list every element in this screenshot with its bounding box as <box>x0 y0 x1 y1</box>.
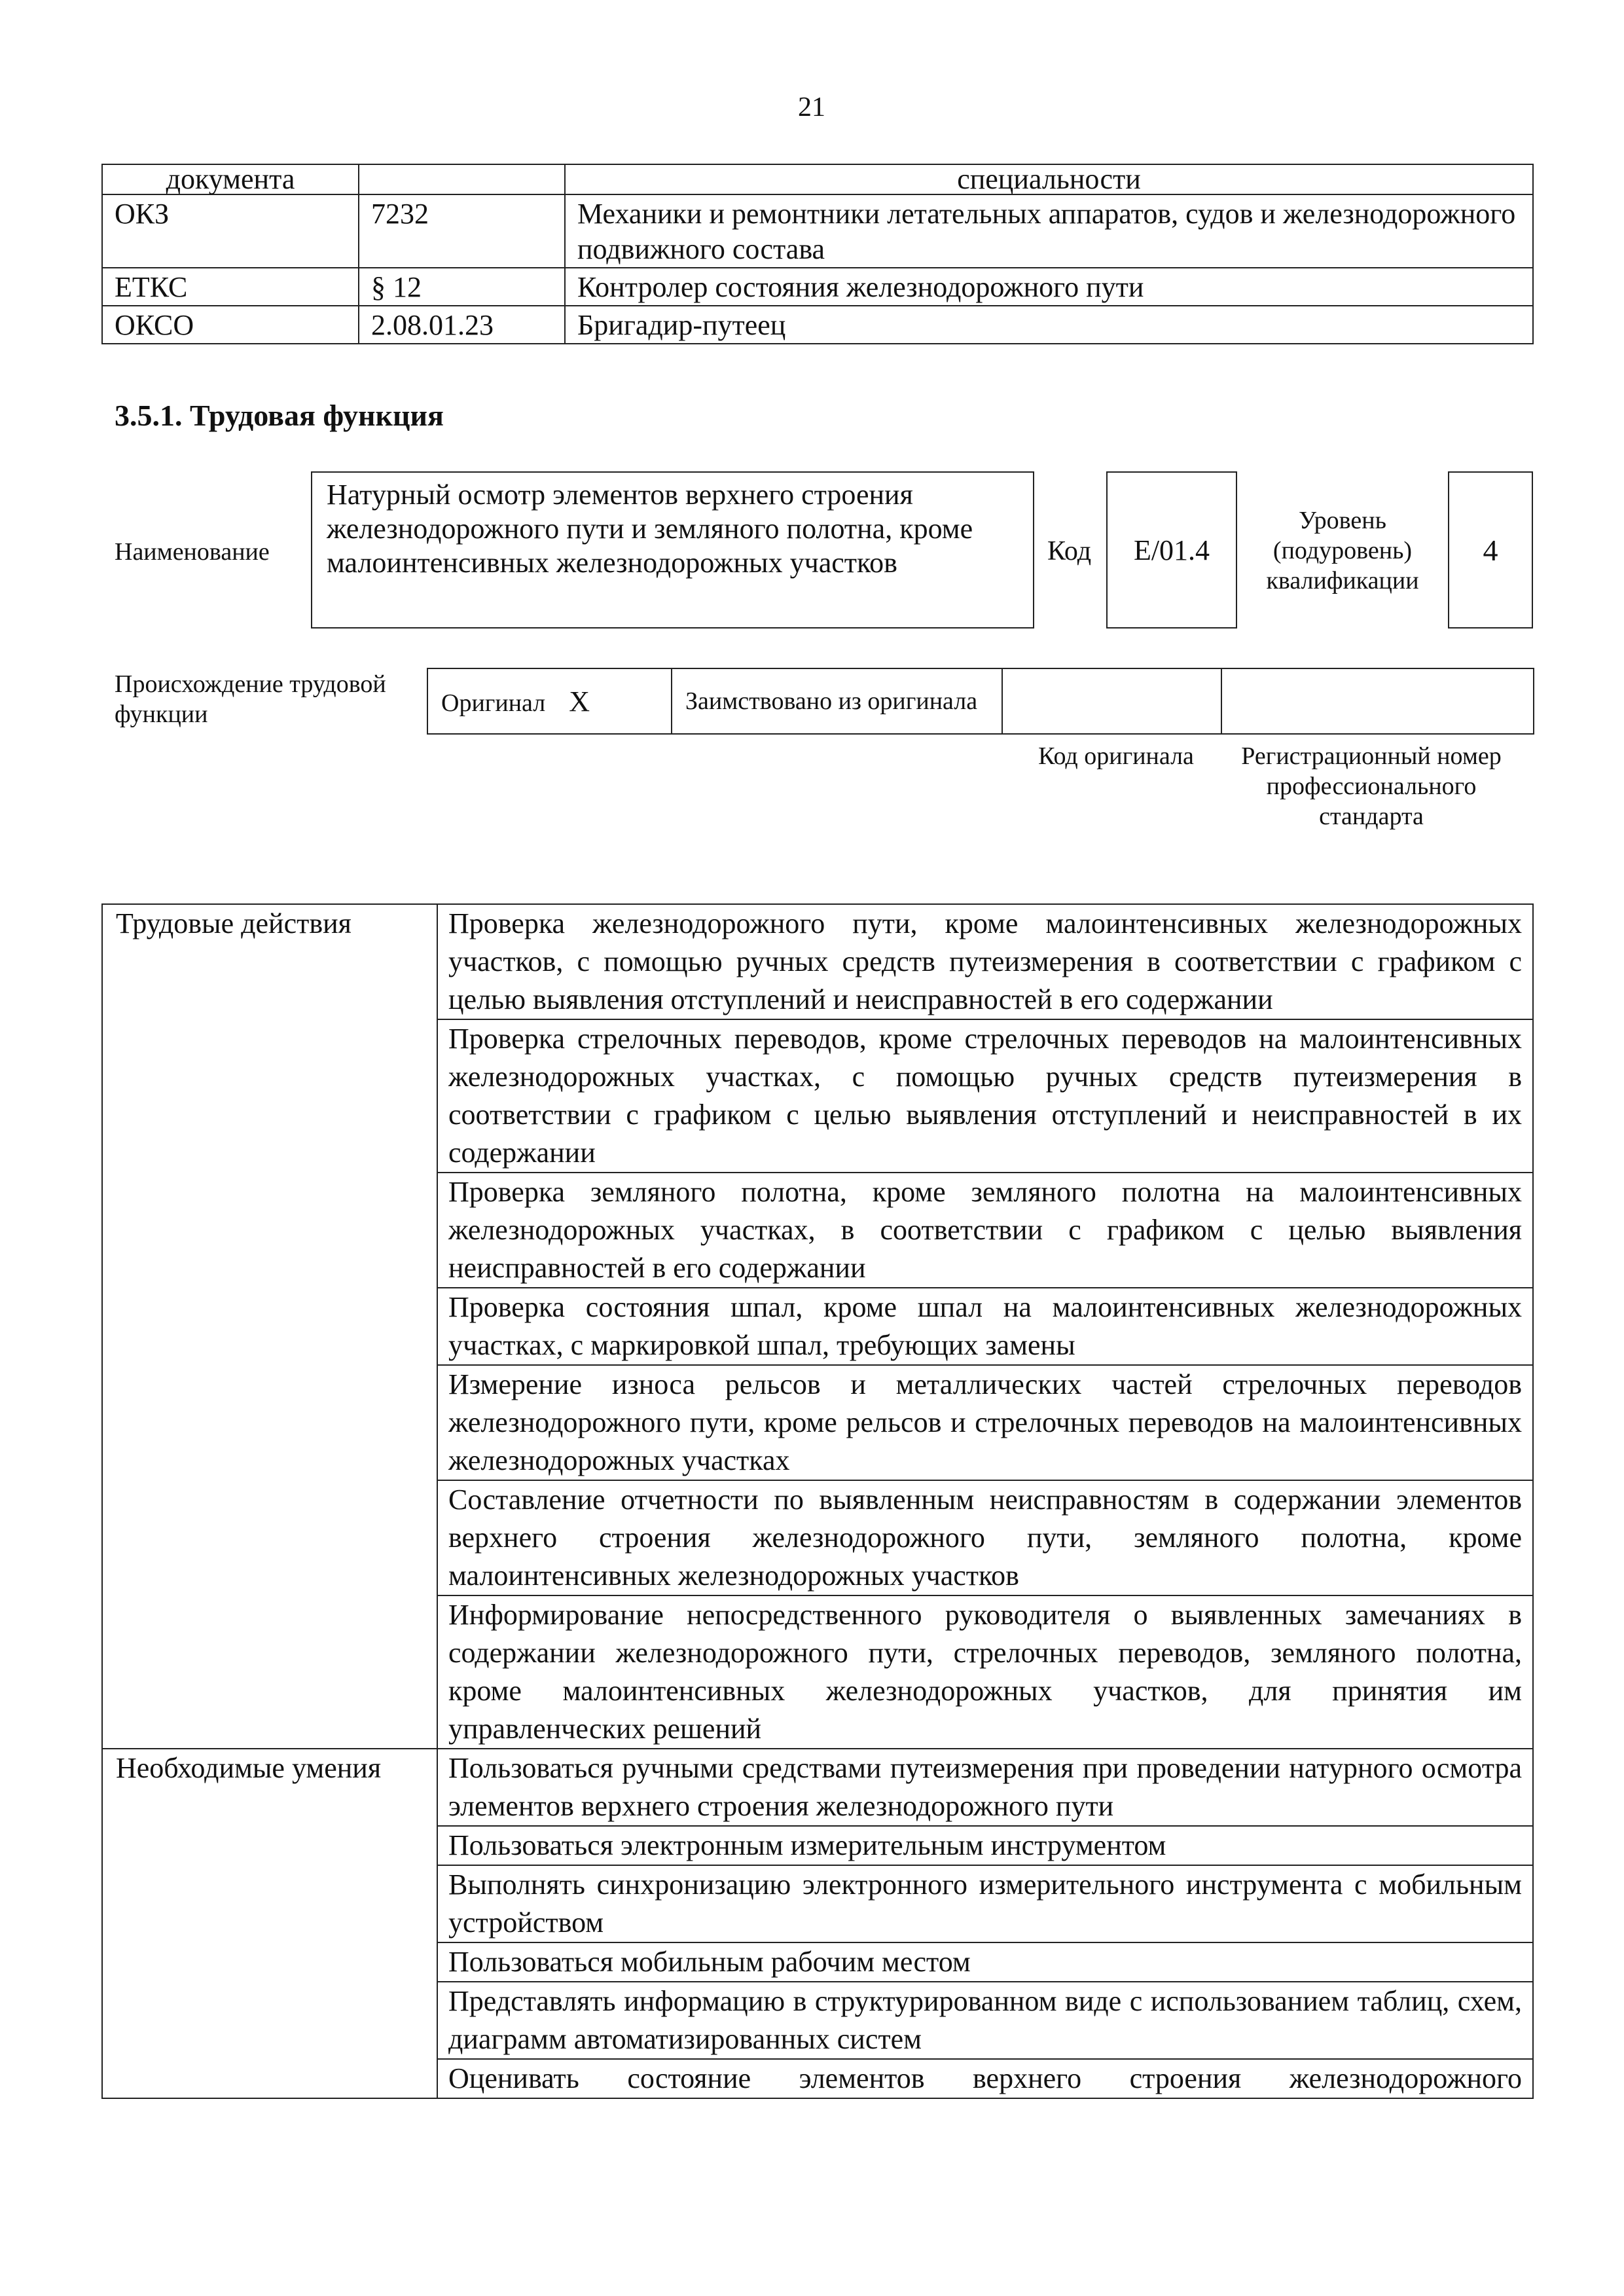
labor-function-table <box>101 903 1534 2099</box>
skill-item: Пользоваться мобильным рабочим местом <box>437 1942 1533 1982</box>
skill-item: Пользоваться ручными средствами путеизмерения при проведении натурного осмотра элементов верхнего строения железнодорожного пути <box>437 1749 1533 1826</box>
code-cell: 7232 <box>359 194 565 268</box>
reg-number-cell <box>1221 668 1534 734</box>
skill-item: Выполнять синхронизацию электронного измерительного инструмента с мобильным устройством <box>437 1865 1533 1942</box>
code-cell: 2.08.01.23 <box>359 306 565 344</box>
function-name-value: Натурный осмотр элементов верхнего строения железнодорожного пути и земляного полотна, кроме малоинтенсивных железнодорожных участков <box>311 471 1034 629</box>
origin-table <box>427 668 1534 735</box>
original-label: Оригинал <box>441 689 546 717</box>
labor-actions-label: Трудовые действия <box>102 904 437 1749</box>
code-cell: § 12 <box>359 268 565 306</box>
labor-action-item: Составление отчетности по выявленным неисправностям в содержании элементов верхнего строения железнодорожного пути, земляного полотна, кроме малоинтенсивных железнодорожных участков <box>437 1480 1533 1595</box>
table-row <box>102 904 1533 1019</box>
doc-cell: ОКЗ <box>102 194 359 268</box>
reg-number-caption: Регистрационный номер профессионального стандарта <box>1241 742 1502 830</box>
original-cell <box>427 668 672 734</box>
labor-action-item: Измерение износа рельсов и металлических частей стрелочных переводов железнодорожного пути, кроме рельсов и стрелочных переводов на малоинтенсивных железнодорожных участках <box>437 1365 1533 1480</box>
labor-action-item: Информирование непосредственного руководителя о выявленных замечаниях в содержании железнодорожного пути, стрелочных переводов, земляного полотна, кроме малоинтенсивных железнодорожных участков, для принятия им управленческих решений <box>437 1595 1533 1749</box>
header-cell-document: документа <box>102 164 359 194</box>
origin-label: Происхождение трудовой функции <box>115 670 386 728</box>
function-code-value: E/01.4 <box>1106 471 1237 629</box>
section-heading: 3.5.1. Трудовая функция <box>115 399 444 432</box>
title-cell: Механики и ремонтники летательных аппаратов, судов и железнодорожного подвижного состава <box>565 194 1533 268</box>
labor-action-item: Проверка состояния шпал, кроме шпал на малоинтенсивных железнодорожных участках, с маркировкой шпал, требующих замены <box>437 1288 1533 1365</box>
qualification-level-label: Уровень (подуровень) квалификации <box>1266 507 1419 594</box>
skill-item: Оценивать состояние элементов верхнего строения железнодорожного <box>437 2059 1533 2098</box>
name-label: Наименование <box>115 538 270 566</box>
title-cell: Бригадир-путеец <box>565 306 1533 344</box>
code-original-caption: Код оригинала <box>1038 742 1194 770</box>
table-row <box>102 194 1533 268</box>
labor-action-item: Проверка земляного полотна, кроме земляного полотна на малоинтенсивных железнодорожных участках, в соответствии с графиком с целью выявления неисправностей в его содержании <box>437 1173 1533 1288</box>
original-mark: X <box>569 685 590 718</box>
table-header-row <box>102 164 1533 194</box>
skills-label: Необходимые умения <box>102 1749 437 2098</box>
classifier-codes-table <box>101 164 1534 344</box>
header-cell-code <box>359 164 565 194</box>
page-number: 21 <box>798 92 825 122</box>
skill-item: Представлять информацию в структурированном виде с использованием таблиц, схем, диаграмм автоматизированных систем <box>437 1982 1533 2059</box>
code-original-cell <box>1002 668 1221 734</box>
skill-item: Пользоваться электронным измерительным инструментом <box>437 1826 1533 1865</box>
table-row <box>102 306 1533 344</box>
table-row <box>427 668 1534 734</box>
borrowed-label: Заимствовано из оригинала <box>672 668 1002 734</box>
title-cell: Контролер состояния железнодорожного пути <box>565 268 1533 306</box>
qualification-level-value: 4 <box>1448 471 1533 629</box>
doc-cell: ЕТКС <box>102 268 359 306</box>
header-cell-specialty: специальности <box>565 164 1533 194</box>
table-row <box>102 268 1533 306</box>
labor-action-item: Проверка железнодорожного пути, кроме малоинтенсивных железнодорожных участков, с помощью ручных средств путеизмерения в соответствии с графиком с целью выявления отступлений и неисправностей в его содержании <box>437 904 1533 1019</box>
code-label: Код <box>1047 536 1092 566</box>
table-row <box>102 1749 1533 1826</box>
labor-action-item: Проверка стрелочных переводов, кроме стрелочных переводов на малоинтенсивных железнодорожных участках, с помощью ручных средств путеизмерения в соответствии с графиком с целью выявления отступлений и неисправностей в их содержании <box>437 1019 1533 1173</box>
doc-cell: ОКСО <box>102 306 359 344</box>
